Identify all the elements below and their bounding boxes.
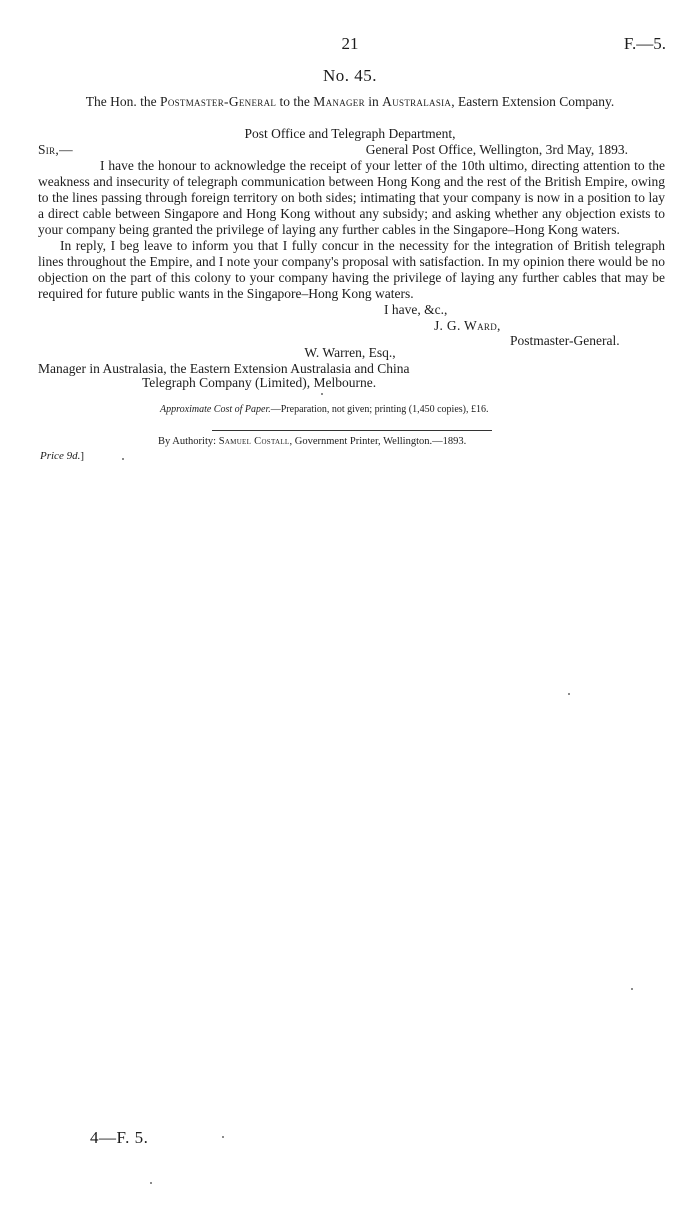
heading-suffix: , Eastern Extension Company.: [451, 94, 615, 109]
closing: I have, &c.,: [384, 302, 448, 317]
scan-speck: [568, 693, 570, 695]
signer-name: J. G. Ward,: [434, 318, 501, 333]
price-label: Price 9d.: [40, 450, 81, 462]
authority-suffix: , Government Printer, Wellington.—1893.: [289, 436, 467, 447]
scan-speck: [222, 1136, 224, 1138]
document-number: No. 45.: [322, 66, 378, 85]
heading-sender: Postmaster-General: [160, 94, 277, 109]
printer-name: Samuel Costall: [218, 436, 290, 447]
scan-speck: [321, 393, 323, 395]
price-bracket: ]: [80, 450, 84, 462]
scan-speck: [150, 1182, 152, 1184]
addressee-name: W. Warren, Esq.,: [304, 345, 396, 360]
signer-title: Postmaster-General.: [510, 333, 620, 348]
divider: [212, 430, 492, 431]
scan-speck: [631, 988, 633, 990]
footer-reference: 4—F. 5.: [90, 1128, 149, 1147]
addressee-address-line: Telegraph Company (Limited), Melbourne.: [142, 375, 377, 390]
heading-prefix: The Hon. the: [85, 94, 157, 109]
scan-speck: [122, 458, 124, 460]
authority-prefix: By Authority:: [158, 436, 217, 447]
cost-label: Approximate Cost of Paper.: [160, 404, 271, 415]
letterhead: Post Office and Telegraph Department,: [244, 126, 456, 141]
body-paragraph: I have the honour to acknowledge the receipt of your letter of the 10th ultimo, directing attention to the weakness and insecurity of telegraph communication between Hong Kong and the rest of the British Empire, owing to the lines passing through foreign territory on both sides; intimating that your company is now in a position to lay a direct cable between Singapore and Hong Kong without any subsidy; and asking whether any objection exists to your company being granted the privilege of laying any further cables in the Singapore–Hong Kong waters.: [38, 158, 665, 237]
cost-of-paper: [160, 404, 488, 415]
heading-to: to the: [279, 94, 310, 109]
letter-heading: [40, 94, 660, 110]
heading-recipient: Manager: [313, 94, 365, 109]
salutation: Sir,—: [38, 142, 73, 157]
printer-imprint: [158, 436, 466, 447]
addressee-address-line: Manager in Australasia, the Eastern Extension Australasia and China: [38, 361, 410, 376]
price: [40, 450, 84, 462]
page-number: 21: [341, 34, 359, 53]
paper-reference: F.—5.: [623, 34, 666, 53]
heading-place: Australasia: [382, 94, 452, 109]
dateline: General Post Office, Wellington, 3rd May, 1893.: [365, 142, 628, 157]
cost-text: —Preparation, not given; printing (1,450 copies), £16.: [270, 404, 489, 415]
heading-in: in: [368, 94, 379, 109]
body-paragraph: In reply, I beg leave to inform you that I fully concur in the necessity for the integration of British telegraph lines throughout the Empire, and I note your company's proposal with satisfaction. In my opinion there would be no objection on the part of this colony to your company having the privilege of laying any further cables that may be required for future public wants in the Singapore–Hong Kong waters.: [38, 238, 665, 301]
